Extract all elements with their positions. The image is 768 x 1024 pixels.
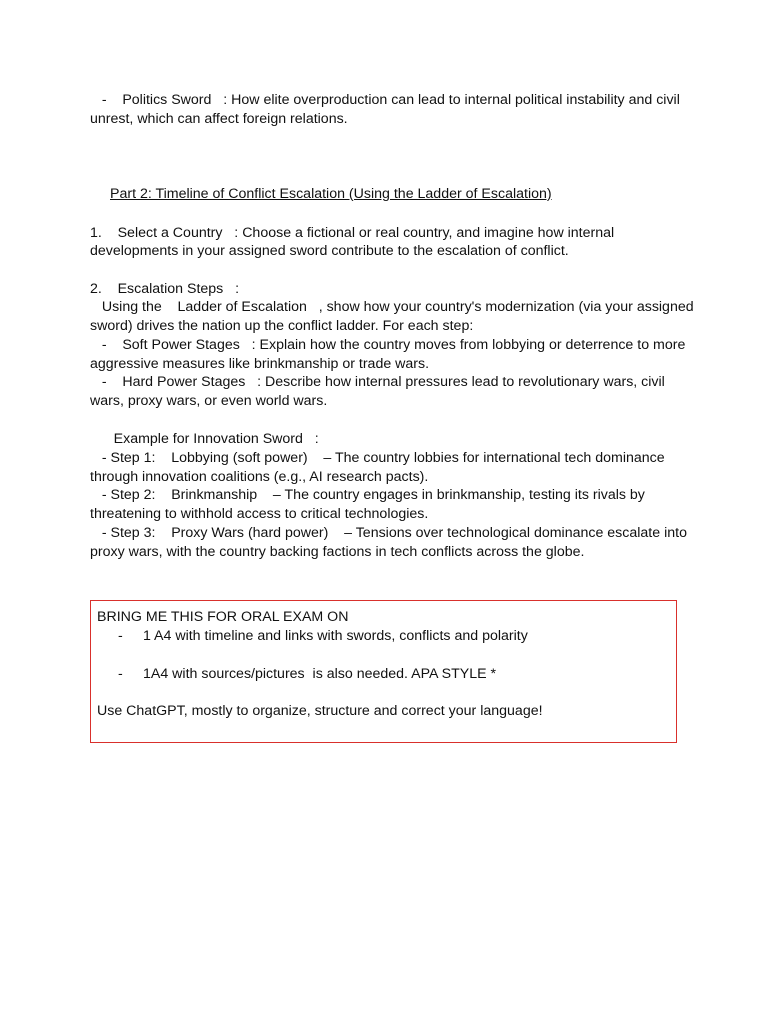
notice-bullet-sources: 1A4 with sources/pictures is also needed. APA STYLE * [143,666,497,682]
escalation-steps-heading: 2. Escalation Steps : [90,281,240,297]
example-heading: Example for Innovation Sword : [90,431,319,447]
step2-line-2: threatening to withhold access to critical technologies. [90,506,429,522]
hard-power-line-1: - Hard Power Stages : Describe how internal pressures lead to revolutionary wars, civil [90,374,665,390]
bullet-dash: - [118,628,123,644]
notice-title: BRING ME THIS FOR ORAL EXAM ON [97,609,349,625]
soft-power-line-1: - Soft Power Stages : Explain how the country moves from lobbying or deterrence to more [90,337,686,353]
step3-line-2: proxy wars, with the country backing factions in tech conflicts across the globe. [90,544,585,560]
hard-power-line-2: wars, proxy wars, or even world wars. [90,393,328,409]
using-ladder-line-2: sword) drives the nation up the conflict ladder. For each step: [90,318,474,334]
soft-power-line-2: aggressive measures like brinkmanship or trade wars. [90,356,430,372]
select-country-line-1: 1. Select a Country : Choose a fictional or real country, and imagine how internal [90,225,615,241]
step3-line-1: - Step 3: Proxy Wars (hard power) – Tensions over technological dominance escalate into [90,525,687,541]
notice-footer: Use ChatGPT, mostly to organize, structure and correct your language! [97,703,543,719]
politics-sword-line-1: - Politics Sword : How elite overproduction can lead to internal political instability and civil [90,92,680,108]
part2-heading: Part 2: Timeline of Conflict Escalation (Using the Ladder of Escalation) [110,186,552,202]
bullet-dash: - [118,666,123,682]
notice-bullet-timeline: 1 A4 with timeline and links with swords, conflicts and polarity [143,628,528,644]
politics-sword-line-2: unrest, which can affect foreign relations. [90,111,348,127]
step2-line-1: - Step 2: Brinkmanship – The country engages in brinkmanship, testing its rivals by [90,487,645,503]
step1-line-2: through innovation coalitions (e.g., AI research pacts). [90,469,429,485]
step1-line-1: - Step 1: Lobbying (soft power) – The country lobbies for international tech dominance [90,450,665,466]
oral-exam-notice-box [90,600,677,743]
using-ladder-line-1: Using the Ladder of Escalation , show how your country's modernization (via your assigned [90,299,694,315]
select-country-line-2: developments in your assigned sword contribute to the escalation of conflict. [90,243,569,259]
